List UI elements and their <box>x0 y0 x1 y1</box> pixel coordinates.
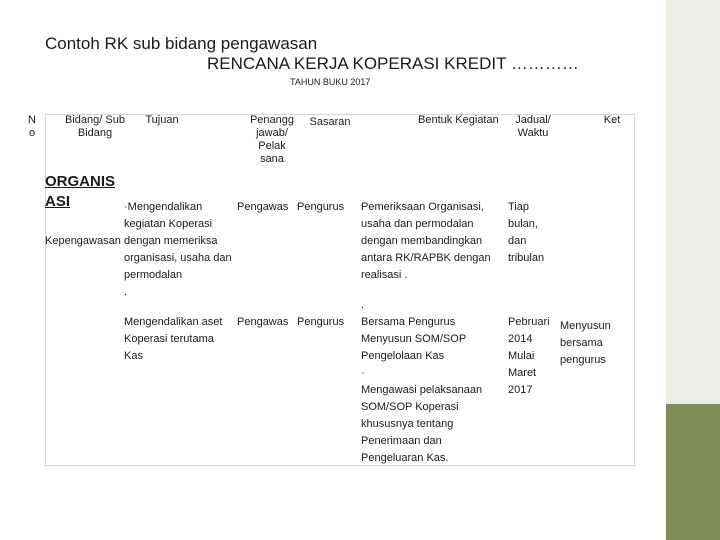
row1-bentuk-line: usaha dan permodalan <box>361 218 474 230</box>
row1-tujuan-line: . <box>124 286 128 298</box>
header-penanggung: Penangg jawab/ Pelak sana <box>249 114 295 165</box>
row1-bentuk <box>361 199 491 284</box>
row2-jadual-line: Pebruari <box>508 316 550 328</box>
header-sasaran: Sasaran <box>309 116 351 128</box>
row2-jadual-line: 2014 <box>508 333 533 345</box>
row2-bentuk <box>361 297 482 467</box>
section-label-line1: ORGANIS <box>45 173 116 190</box>
row2-bentuk-line: . <box>361 299 365 311</box>
row2-ket <box>560 318 611 369</box>
header-jadual: Jadual/ Waktu <box>515 114 551 139</box>
row2-tujuan-line: Koperasi terutama <box>124 333 214 345</box>
row2-bentuk-line: khususnya tentang <box>361 418 454 430</box>
document-title: RENCANA KERJA KOPERASI KREDIT ………… <box>207 54 579 73</box>
row1-tujuan-line: organisasi, usaha dan <box>124 252 232 264</box>
row2-ket-line: bersama <box>560 337 603 349</box>
row2-bentuk-line: · <box>361 367 365 379</box>
header-bentuk: Bentuk Kegiatan <box>418 114 499 126</box>
row1-bentuk-line: dengan membandingkan <box>361 235 483 247</box>
row2-bentuk-line: Mengawasi pelaksanaan <box>361 384 483 396</box>
row1-sasaran: Pengurus <box>297 201 345 213</box>
slide-title: Contoh RK sub bidang pengawasan <box>45 34 318 53</box>
row1-jadual-line: dan <box>508 235 527 247</box>
header-tujuan: Tujuan <box>145 114 179 126</box>
row2-jadual <box>508 314 550 399</box>
row2-tujuan-line: Kas <box>124 350 143 362</box>
header-bidang: Bidang/ Sub Bidang <box>65 114 125 139</box>
decor-sidebar-accent <box>666 404 720 540</box>
row1-jadual-line: tribulan <box>508 252 545 264</box>
row2-ket-line: Menyusun <box>560 320 611 332</box>
header-ket: Ket <box>603 114 621 126</box>
section-label <box>45 172 115 212</box>
row1-tujuan-line: dengan memeriksa <box>124 235 218 247</box>
row1-jadual-line: bulan, <box>508 218 538 230</box>
row2-ket-line: pengurus <box>560 354 606 366</box>
row1-tujuan <box>124 199 232 301</box>
row1-bentuk-line: realisasi . <box>361 269 408 281</box>
row1-tujuan-line: kegiatan Koperasi <box>124 218 213 230</box>
row1-tujuan-line: ·Mengendalikan <box>124 201 203 213</box>
row1-jadual-line: Tiap <box>508 201 529 213</box>
row2-jadual-line: Mulai <box>508 350 535 362</box>
fiscal-year: TAHUN BUKU 2017 <box>290 77 371 87</box>
row2-bentuk-line: Menyusun SOM/SOP <box>361 333 467 345</box>
row2-tujuan <box>124 314 222 365</box>
row1-jadual <box>508 199 544 267</box>
section-subfield: Kepengawasan <box>45 235 121 247</box>
row2-jadual-line: 2017 <box>508 384 533 396</box>
row2-bentuk-line: Pengeluaran Kas. <box>361 452 449 464</box>
header-no: N o <box>28 114 36 139</box>
row2-bentuk-line: Pengelolaan Kas <box>361 350 445 362</box>
row2-jadual-line: Maret <box>508 367 537 379</box>
row1-penanggung: Pengawas <box>237 201 289 213</box>
row2-tujuan-line: Mengendalikan aset <box>124 316 223 328</box>
row1-bentuk-line: antara RK/RAPBK dengan <box>361 252 491 264</box>
row2-sasaran: Pengurus <box>297 316 345 328</box>
section-label-line2: ASI <box>45 193 71 210</box>
row2-bentuk-line: SOM/SOP Koperasi <box>361 401 459 413</box>
row2-penanggung: Pengawas <box>237 316 289 328</box>
row2-bentuk-line: Penerimaan dan <box>361 435 442 447</box>
row2-bentuk-line: Bersama Pengurus <box>361 316 456 328</box>
row1-bentuk-line: Pemeriksaan Organisasi, <box>361 201 484 213</box>
row1-tujuan-line: permodalan <box>124 269 183 281</box>
